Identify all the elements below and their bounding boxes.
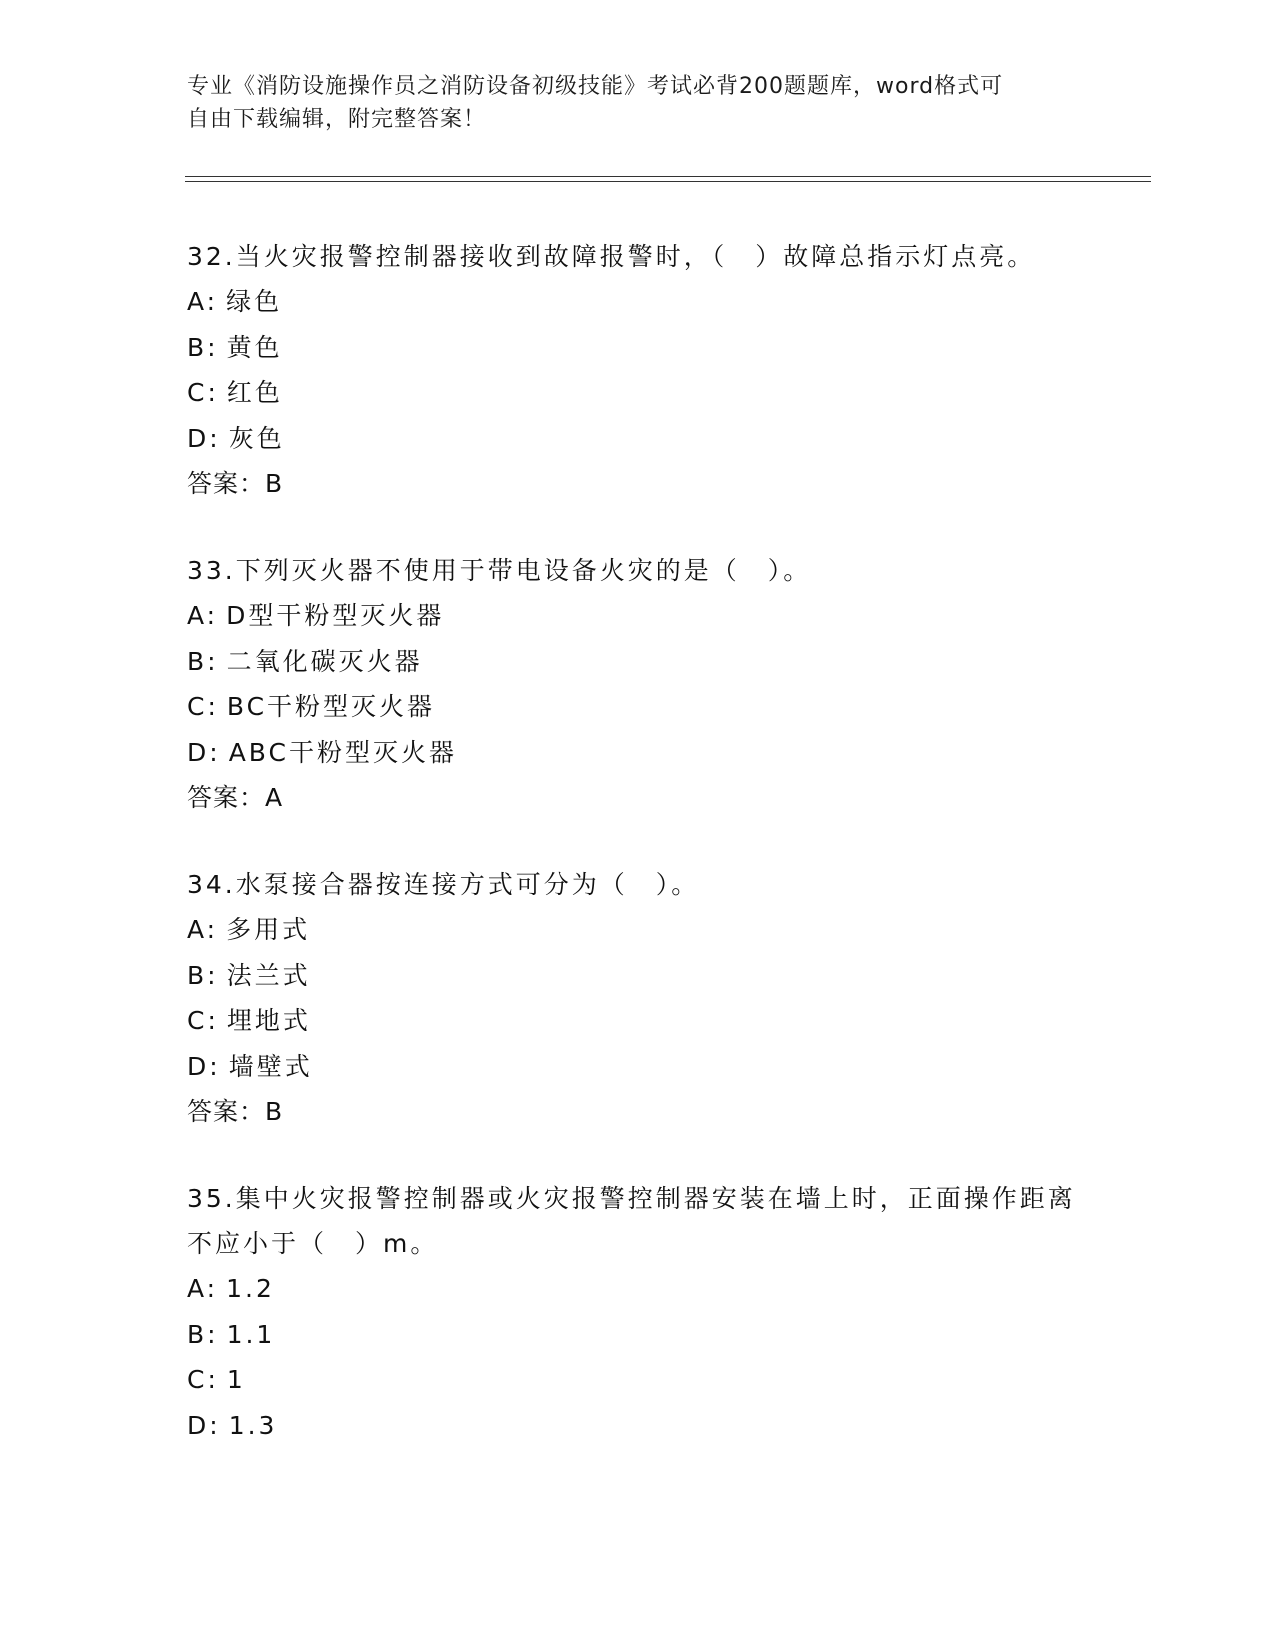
option-text: 1 [226, 1365, 246, 1394]
option-letter: A: [187, 601, 219, 630]
option-c [187, 370, 1087, 416]
option-letter: D: [187, 1051, 221, 1081]
option-letter: A: [187, 287, 219, 316]
option-d [187, 416, 1087, 462]
option-letter: B: [187, 960, 219, 990]
option-a [187, 279, 1087, 325]
question-32 [187, 234, 1087, 506]
header-divider-bottom [185, 181, 1151, 182]
answer-line: 答案：B [187, 1097, 284, 1126]
option-text: D型干粉型灭火器 [226, 601, 445, 630]
option-text: ABC干粉型灭火器 [228, 737, 457, 767]
option-text: 1.2 [226, 1274, 275, 1303]
option-letter: D: [187, 1410, 221, 1440]
question-stem: 33.下列灭火器不使用于带电设备火灾的是（ ）。 [187, 556, 812, 585]
option-b [187, 953, 1087, 999]
option-text: 1.1 [226, 1319, 276, 1349]
header-divider-top [185, 176, 1151, 177]
option-a [187, 1266, 1087, 1312]
header-line-1: 专业《消防设施操作员之消防设备初级技能》考试必背200题题库，word格式可 [187, 74, 1004, 99]
question-list [187, 234, 1087, 1490]
option-d [187, 1403, 1087, 1449]
question-stem: 32.当火灾报警控制器接收到故障报警时，（ ）故障总指示灯点亮。 [187, 242, 1036, 271]
option-letter: C: [187, 692, 219, 721]
option-text: 黄色 [226, 332, 283, 362]
option-text: 绿色 [226, 287, 283, 316]
option-letter: C: [187, 1006, 219, 1035]
question-33 [187, 548, 1087, 820]
option-letter: D: [187, 737, 221, 767]
question-stem: 34.水泵接合器按连接方式可分为（ ）。 [187, 870, 700, 899]
question-35 [187, 1176, 1087, 1448]
option-b [187, 1312, 1087, 1358]
answer-line: 答案：A [187, 783, 284, 812]
option-a [187, 593, 1087, 639]
option-text: 1.3 [228, 1410, 278, 1440]
option-text: 埋地式 [226, 1006, 311, 1035]
option-d [187, 1044, 1087, 1090]
option-c [187, 684, 1087, 730]
option-text: 墙壁式 [228, 1051, 313, 1081]
answer-line: 答案：B [187, 469, 284, 498]
option-letter: D: [187, 423, 221, 453]
option-letter: A: [187, 1274, 219, 1303]
option-b [187, 325, 1087, 371]
option-text: 二氧化碳灭火器 [226, 646, 423, 676]
option-c [187, 998, 1087, 1044]
option-letter: B: [187, 646, 219, 676]
option-c [187, 1357, 1087, 1403]
header-line-2: 自由下载编辑，附完整答案！ [187, 107, 487, 132]
document-header [187, 70, 1087, 136]
option-letter: B: [187, 332, 219, 362]
question-34 [187, 862, 1087, 1134]
option-text: 多用式 [226, 915, 311, 944]
option-text: 灰色 [228, 423, 285, 453]
option-a [187, 907, 1087, 953]
option-text: 红色 [226, 378, 283, 407]
option-letter: B: [187, 1319, 219, 1349]
option-d [187, 730, 1087, 776]
option-letter: C: [187, 378, 219, 407]
option-b [187, 639, 1087, 685]
option-text: BC干粉型灭火器 [226, 692, 436, 721]
option-letter: A: [187, 915, 219, 944]
option-text: 法兰式 [226, 960, 311, 990]
question-stem: 35.集中火灾报警控制器或火灾报警控制器安装在墙上时，正面操作距离不应小于（ ）m。 [187, 1184, 1076, 1258]
option-letter: C: [187, 1365, 219, 1394]
